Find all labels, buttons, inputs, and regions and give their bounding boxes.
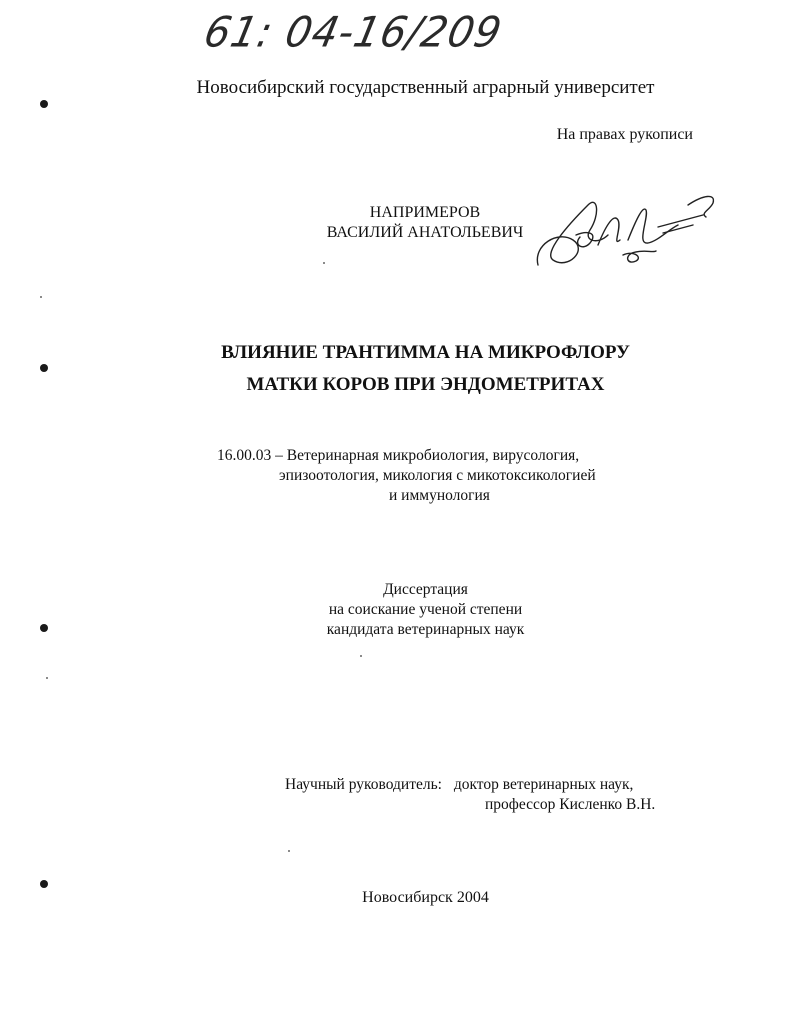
supervisor-name: профессор Кисленко В.Н. <box>485 796 656 813</box>
supervisor-label: Научный руководитель: <box>285 776 442 793</box>
author-block <box>300 203 550 243</box>
title-line-1: ВЛИЯНИЕ ТРАНТИММА НА МИКРОФЛОРУ <box>221 342 630 363</box>
scan-speck <box>360 655 362 657</box>
archive-code: 61: 04-16/209 <box>199 8 507 58</box>
signature-image <box>528 185 728 275</box>
specialty-line-3: и иммунология <box>389 487 490 504</box>
degree-line-3: кандидата ветеринарных наук <box>326 621 525 638</box>
binding-hole-1 <box>40 100 48 108</box>
rights-note: На правах рукописи <box>556 126 693 143</box>
degree-line-1: Диссертация <box>383 581 468 598</box>
specialty-block <box>217 446 647 506</box>
scan-speck <box>40 296 42 298</box>
title-line-2: МАТКИ КОРОВ ПРИ ЭНДОМЕТРИТАХ <box>246 374 605 395</box>
author-given-names: ВАСИЛИЙ АНАТОЛЬЕВИЧ <box>326 224 524 241</box>
city-year: Новосибирск 2004 <box>362 889 489 906</box>
supervisor-block <box>285 775 705 815</box>
specialty-line-1: 16.00.03 – Ветеринарная микробиология, вирусология, <box>217 447 580 464</box>
dissertation-title <box>0 337 791 401</box>
degree-block <box>0 580 791 640</box>
scan-speck <box>46 677 48 679</box>
university-name: Новосибирский государственный аграрный университет <box>196 77 655 98</box>
scan-speck <box>323 262 325 264</box>
binding-hole-4 <box>40 880 48 888</box>
binding-hole-3 <box>40 624 48 632</box>
binding-hole-2 <box>40 364 48 372</box>
specialty-line-2: эпизоотология, микология с микотоксикологией <box>279 467 596 484</box>
supervisor-degree: доктор ветеринарных наук, <box>453 776 634 793</box>
degree-line-2: на соискание ученой степени <box>328 601 523 618</box>
author-surname: НАПРИМЕРОВ <box>369 204 481 221</box>
scan-speck <box>288 850 290 852</box>
